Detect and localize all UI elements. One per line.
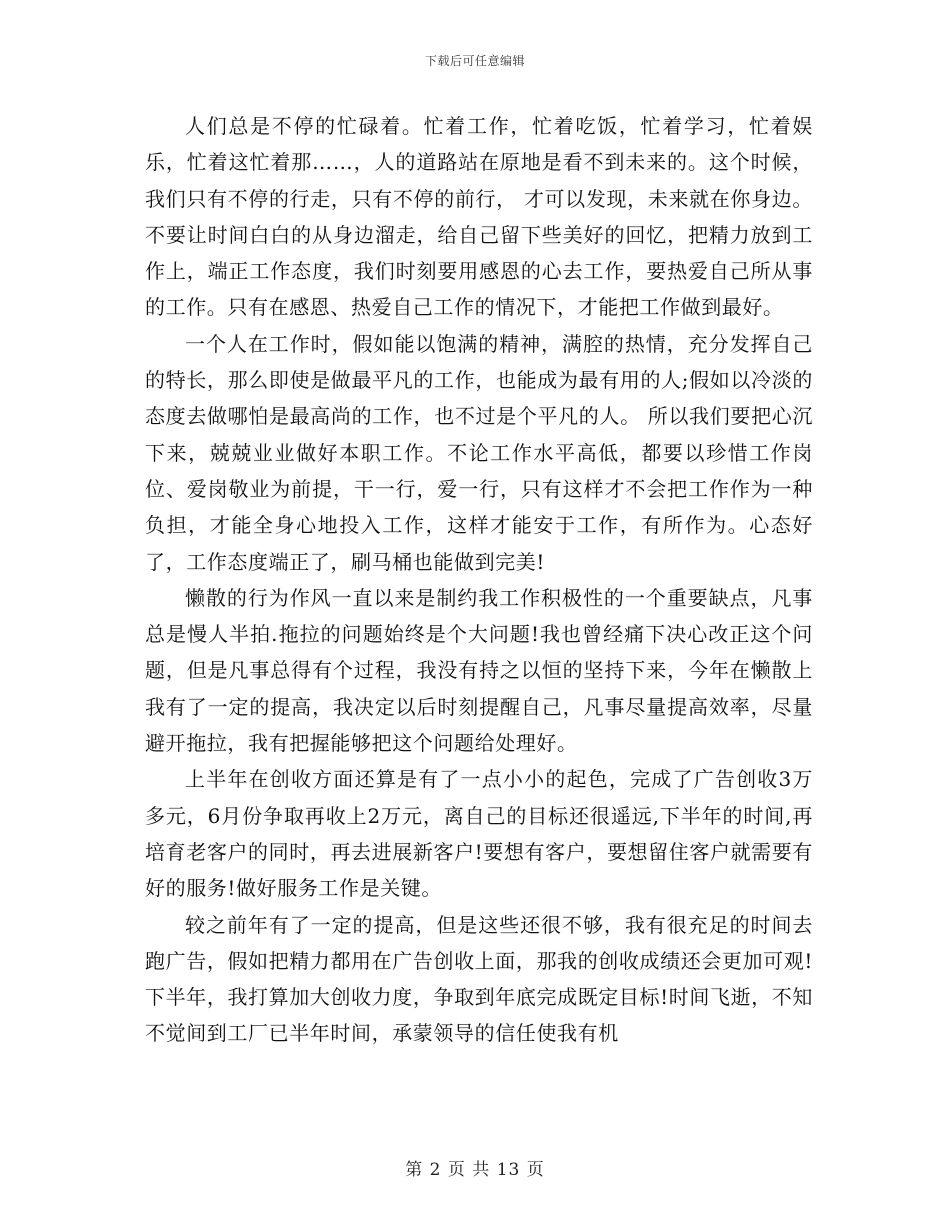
paragraph-3: 懒散的行为作风一直以来是制约我工作积极性的一个重要缺点，凡事总是慢人半拍.拖拉的问题始终是个大问题!我也曾经痛下决心改正这个问题，但是凡事总得有个过程，我没有持之以恒的坚持下来，今年在懒散上我有了一定的提高，我决定以后时刻提醒自己，凡事尽量提高效率，尽量避开拖拉，我有把握能够把这个问题给处理好。 bbox=[145, 585, 813, 756]
paragraph-2: 一个人在工作时，假如能以饱满的精神，满腔的热情，充分发挥自己的特长，那么即使是做最平凡的工作，也能成为最有用的人;假如以冷淡的态度去做哪怕是最高尚的工作，也不过是个平凡的人。 所以我们要把心沉下来，兢兢业业做好本职工作。不论工作水平高低，都要以珍惜工作岗位、爱岗敬业为前提，干一行，爱一行，只有这样才不会把工作作为一种负担，才能全身心地投入工作，这样才能安于工作，有所作为。心态好了，工作态度端正了，刷马桶也能做到完美! bbox=[145, 331, 813, 574]
paragraph-4: 上半年在创收方面还算是有了一点小小的起色，完成了广告创收3万多元，6月份争取再收上2万元，离自己的目标还很遥远,下半年的时间,再培育老客户的同时，再去进展新客户!要想有客户，要想留住客户就需要有好的服务!做好服务工作是关键。 bbox=[145, 767, 813, 901]
paragraph-5: 较之前年有了一定的提高，但是这些还很不够，我有很充足的时间去跑广告，假如把精力都用在广告创收上面，那我的创收成绩还会更加可观!下半年，我打算加大创收力度，争取到年底完成既定目标!时间飞逝，不知不觉间到工厂已半年时间，承蒙领导的信任使我有机 bbox=[145, 912, 813, 1046]
page-header: 下载后可任意编辑 bbox=[424, 54, 525, 68]
page-number-footer: 第 2 页 共 13 页 bbox=[405, 1160, 545, 1180]
paragraph-1: 人们总是不停的忙碌着。忙着工作，忙着吃饭，忙着学习，忙着娱乐，忙着这忙着那……，人的道路站在原地是看不到未来的。这个时候，我们只有不停的行走，只有不停的前行， 才可以发现，未来就在你身边。不要让时间白白的从身边溜走，给自己留下些美好的回忆，把精力放到工作上，端正工作态度，我们时刻要用感恩的心去工作，要热爱自己所从事的工作。只有在感恩、热爱自己工作的情况下，才能把工作做到最好。 bbox=[145, 114, 813, 320]
document-body bbox=[145, 108, 813, 1052]
